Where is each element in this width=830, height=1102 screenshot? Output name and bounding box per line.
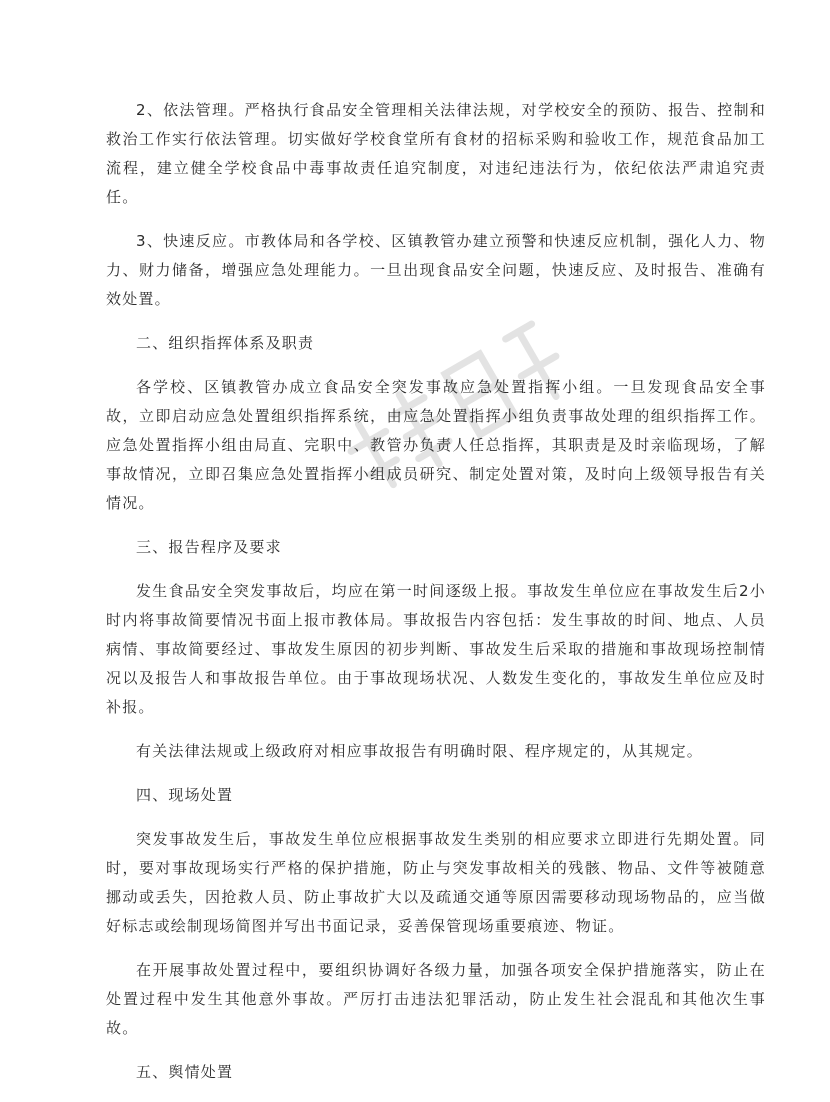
section-heading-command-system: 二、组织指挥体系及职责 <box>136 334 315 352</box>
reporting-paragraph-2: 有关法律法规或上级政府对相应事故报告有明确时限、程序规定的，从其规定。 <box>136 742 704 760</box>
document-body <box>106 96 766 1102</box>
principle-quick-response: 3、快速反应。市教体局和各学校、区镇教管办建立预警和快速反应机制，强化人力、物力、财力储备，增强应急处理能力。一旦出现食品安全问题，快速反应、及时报告、准确有效处置。 <box>106 232 766 308</box>
section-heading-onsite: 四、现场处置 <box>136 786 234 804</box>
command-system-paragraph: 各学校、区镇教管办成立食品安全突发事故应急处置指挥小组。一旦发现食品安全事故，立即启动应急处置组织指挥系统，由应急处置指挥小组负责事故处理的组织指挥工作。应急处置指挥小组由局直、完职中、教管办负责人任总指挥，其职责是及时亲临现场，了解事故情况，立即召集应急处置指挥小组成员研究、制定处置对策，及时向上级领导报告有关情况。 <box>106 378 766 512</box>
principle-legal-management: 2、依法管理。严格执行食品安全管理相关法律法规，对学校安全的预防、报告、控制和救治工作实行依法管理。切实做好学校食堂所有食材的招标采购和验收工作，规范食品加工流程，建立健全学校食品中毒事故责任追究制度，对违纪违法行为，依纪依法严肃追究责任。 <box>106 101 766 206</box>
section-heading-reporting: 三、报告程序及要求 <box>136 538 282 556</box>
reporting-paragraph-1: 发生食品安全突发事故后，均应在第一时间逐级上报。事故发生单位应在事故发生后2小时内将事故简要情况书面上报市教体局。事故报告内容包括：发生事故的时间、地点、人员病情、事故简要经过、事故发生原因的初步判断、事故发生后采取的措施和事故现场控制情况以及报告人和事故报告单位。由于事故现场状况、人数发生变化的，事故发生单位应及时补报。 <box>106 582 766 716</box>
section-heading-public-opinion: 五、舆情处置 <box>136 1063 234 1081</box>
onsite-paragraph-2: 在开展事故处置过程中，要组织协调好各级力量，加强各项安全保护措施落实，防止在处置过程中发生其他意外事故。严厉打击违法犯罪活动，防止发生社会混乱和其他次生事故。 <box>106 961 766 1037</box>
onsite-paragraph-1: 突发事故发生后，事故发生单位应根据事故发生类别的相应要求立即进行先期处置。同时，要对事故现场实行严格的保护措施，防止与突发事故相关的残骸、物品、文件等被随意挪动或丢失，因抢救人员、防止事故扩大以及疏通交通等原因需要移动现场物品的，应当做好标志或绘制现场简图并写出书面记录，妥善保管现场重要痕迹、物证。 <box>106 830 766 935</box>
